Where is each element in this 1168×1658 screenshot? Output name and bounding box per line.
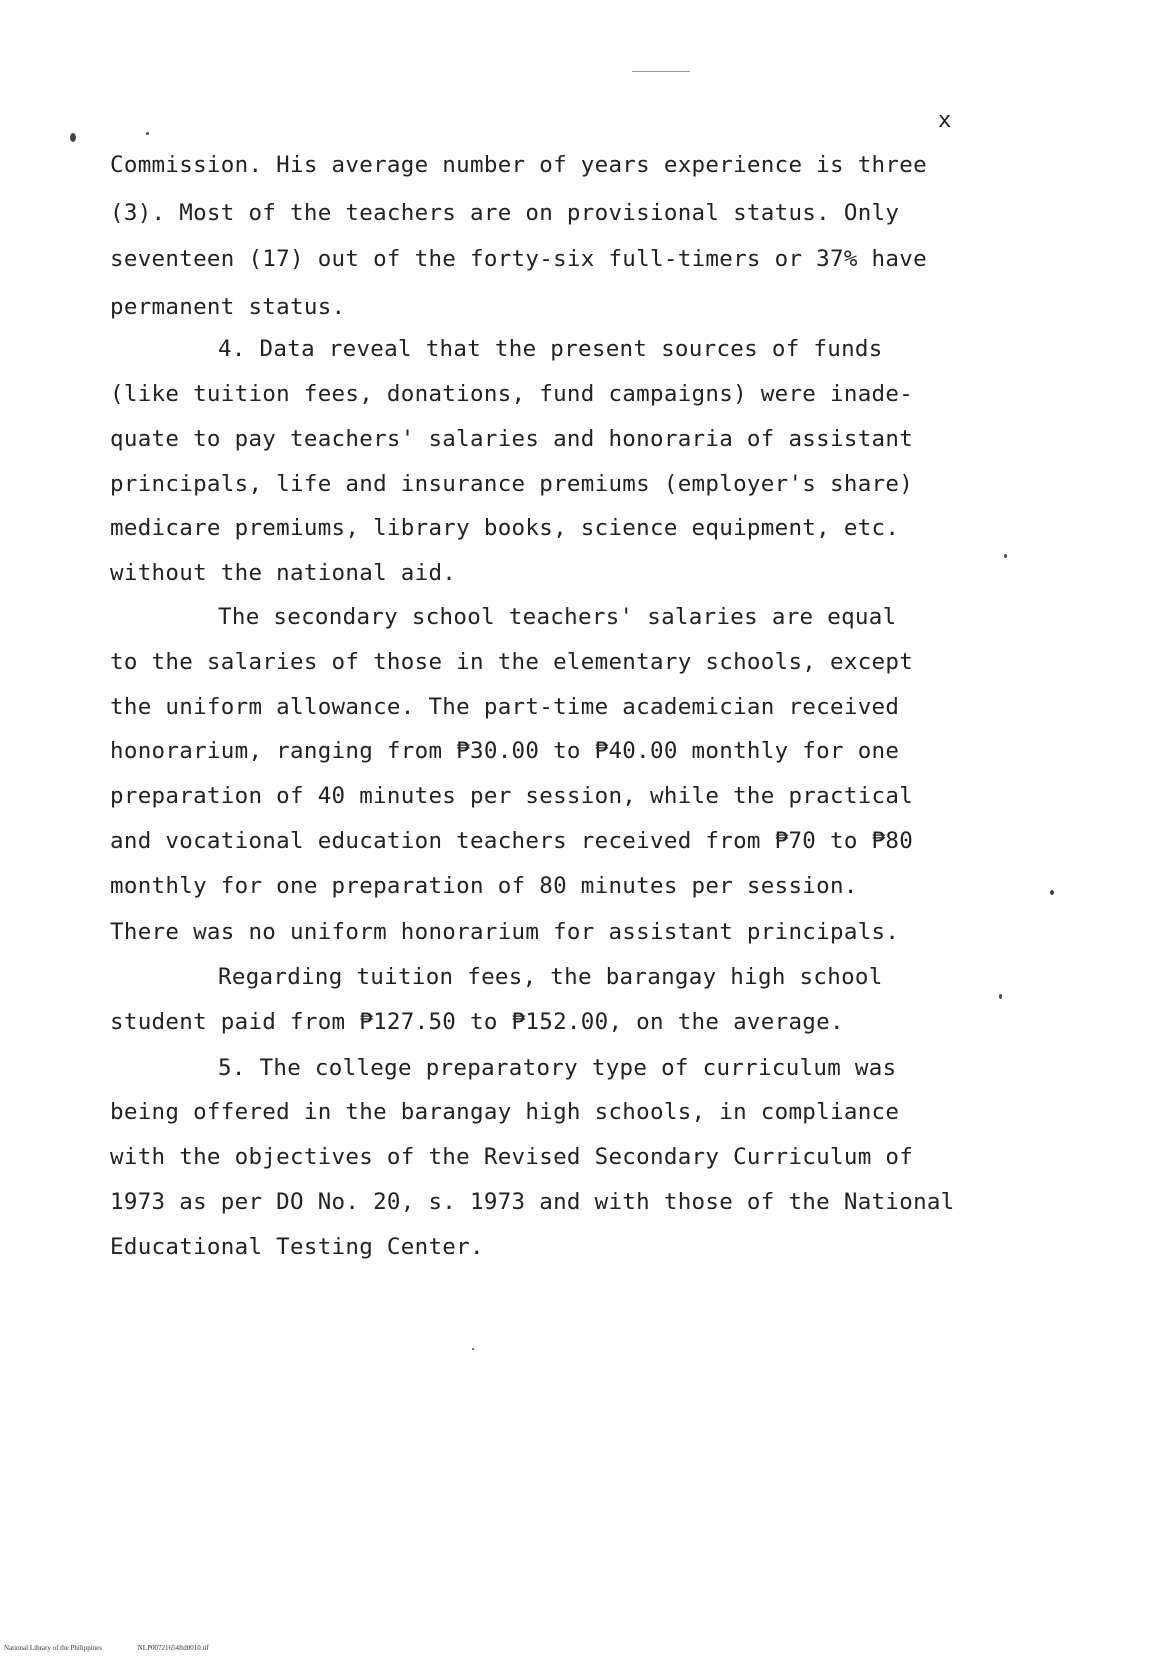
text-line-20: student paid from ₱127.50 to ₱152.00, on the average.	[110, 1009, 844, 1035]
header-smudge	[632, 71, 690, 72]
text-line-7: quate to pay teachers' salaries and honoraria of assistant	[110, 426, 914, 452]
text-line-2: (3). Most of the teachers are on provisional status. Only	[110, 200, 900, 226]
text-line-17: monthly for one preparation of 80 minutes per session.	[110, 873, 858, 899]
page-number: x	[938, 108, 952, 133]
text-line-11: The secondary school teachers' salaries are equal	[218, 604, 897, 630]
text-line-8: principals, life and insurance premiums (employer's share)	[110, 471, 914, 497]
text-line-6: (like tuition fees, donations, fund campaigns) were inade-	[110, 381, 914, 407]
scan-footer	[4, 1644, 243, 1652]
text-line-19: Regarding tuition fees, the barangay high school	[218, 964, 883, 990]
text-line-25: Educational Testing Center.	[110, 1234, 484, 1260]
text-line-22: being offered in the barangay high schools, in compliance	[110, 1099, 900, 1125]
text-line-10: without the national aid.	[110, 560, 457, 586]
text-line-5: 4. Data reveal that the present sources of funds	[218, 336, 883, 362]
text-line-16: and vocational education teachers received from ₱70 to ₱80	[110, 828, 914, 854]
footer-library: National Library of the Philippines	[4, 1644, 102, 1652]
text-line-15: preparation of 40 minutes per session, while the practical	[110, 783, 914, 809]
text-line-18: There was no uniform honorarium for assistant principals.	[110, 919, 900, 945]
text-line-13: the uniform allowance. The part-time academician received	[110, 694, 900, 720]
text-line-1: Commission. His average number of years experience is three	[110, 152, 927, 178]
scan-speck	[1050, 890, 1054, 895]
scan-speck	[70, 133, 76, 142]
scan-speck	[1004, 554, 1007, 558]
text-line-12: to the salaries of those in the elementary schools, except	[110, 649, 914, 675]
text-line-23: with the objectives of the Revised Secondary Curriculum of	[110, 1144, 914, 1170]
text-line-14: honorarium, ranging from ₱30.00 to ₱40.00 monthly for one	[110, 738, 900, 764]
text-line-21: 5. The college preparatory type of curriculum was	[218, 1055, 897, 1081]
text-line-24: 1973 as per DO No. 20, s. 1973 and with those of the National	[110, 1189, 955, 1215]
text-line-4: permanent status.	[110, 294, 346, 320]
text-line-3: seventeen (17) out of the forty-six full-timers or 37% have	[110, 246, 927, 272]
scan-speck	[472, 1348, 474, 1350]
text-line-9: medicare premiums, library books, science equipment, etc.	[110, 515, 900, 541]
footer-file-id: NLP00721654ftd0010.tif	[137, 1644, 209, 1652]
scan-speck	[146, 132, 149, 135]
scan-speck	[999, 994, 1002, 999]
